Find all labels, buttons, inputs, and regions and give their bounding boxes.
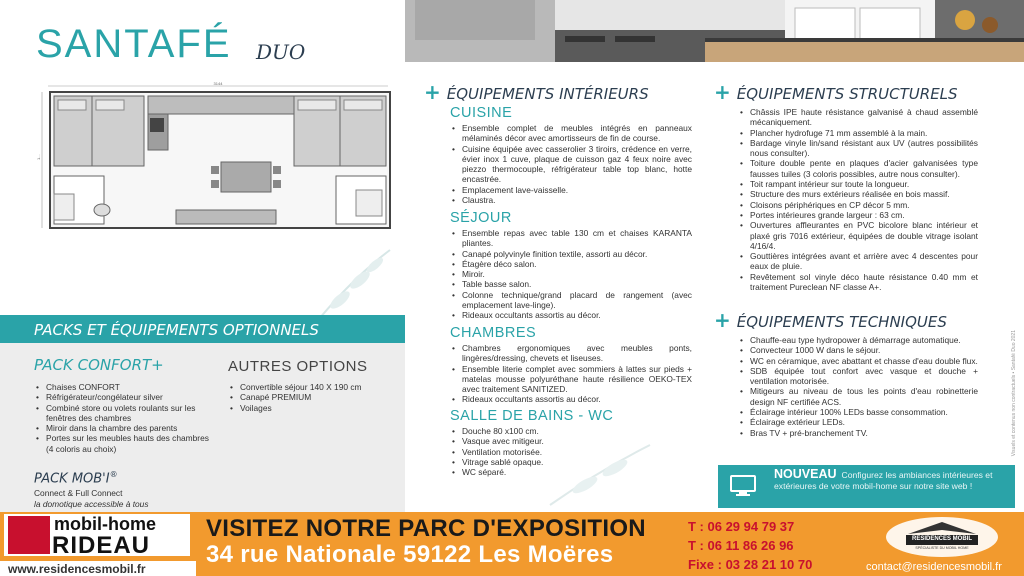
nouveau-banner[interactable]	[718, 465, 1015, 508]
list-item: • Portes sur les meubles hauts des chambres (4 coloris au choix)	[34, 433, 216, 454]
list-item: • Toiture double pente en plaques d'acier galvanisées type fausses tuiles (3 coloris possibles, autre nous consulter).	[738, 158, 978, 179]
autres-options-list	[228, 382, 398, 413]
list-item: • Toit rampant intérieur sur toute la longueur.	[738, 179, 978, 189]
brand-name: RESIDENCES MOBIL	[911, 536, 972, 542]
technical-list	[738, 335, 978, 438]
brand-tagline: SPÉCIALISTE DU MOBIL HOME	[915, 546, 969, 550]
list-item: • Combiné store ou volets roulants sur les fenêtres des chambres	[34, 403, 216, 424]
chambres-title: CHAMBRES	[450, 325, 537, 341]
list-item: • Douche 80 x100 cm.	[450, 426, 692, 436]
list-item: • Miroir.	[450, 269, 692, 279]
sejour-title: SÉJOUR	[450, 210, 512, 226]
list-item: • Cuisine équipée avec casserolier 3 tiroirs, crédence en verre, évier inox 1 cuve, plaque de cuisson gaz 4 feux noire avec piezzo thermocouple, réfrigérateur table top blanc, hotte encastrée.	[450, 144, 692, 185]
technical-heading-text: ÉQUIPEMENTS TECHNIQUES	[736, 313, 947, 331]
structural-heading	[714, 80, 958, 104]
footer-headline-1: VISITEZ NOTRE PARC D'EXPOSITION	[206, 515, 646, 542]
list-item: • Étagère déco salon.	[450, 259, 692, 269]
chambres-list	[450, 343, 692, 405]
plan-width-label: 3144	[213, 82, 223, 86]
nouveau-label: NOUVEAU	[774, 467, 837, 481]
phone-2[interactable]: T : 06 11 86 26 96	[688, 538, 794, 553]
list-item: • Claustra.	[450, 195, 692, 205]
kitchen-photo-illustration	[405, 0, 1024, 62]
list-item: • Emplacement lave-vaisselle.	[450, 185, 692, 195]
phone-fixe[interactable]: Fixe : 03 28 21 10 70	[688, 557, 813, 572]
list-item: • Revêtement sol vinyle déco haute résistance 0.40 mm et traitement Pureclean NF classe A+.	[738, 272, 978, 293]
pack-confort-title: PACK CONFORT+	[34, 356, 164, 374]
leaf-decoration-middle	[540, 440, 660, 510]
list-item: • Ensemble complet de meubles intégrés en panneaux mélaminés décor avec amortisseurs de fin de course.	[450, 123, 692, 144]
list-item: • Ensemble repas avec table 130 cm et chaises KARANTA pliantes.	[450, 228, 692, 249]
plan-height-label: 1...	[36, 154, 41, 160]
list-item: • Convertible séjour 140 X 190 cm	[228, 382, 398, 392]
list-item: • Vasque avec mitigeur.	[450, 436, 692, 446]
list-item: • Bardage vinyle lin/sand résistant aux UV (autres possibilités nous consulter).	[738, 138, 978, 159]
list-item: • Rideaux occultants assortis au décor.	[450, 310, 692, 320]
nouveau-text: Configurez les ambiances intérieures et extérieures de votre mobil-home sur notre site web !	[774, 470, 993, 491]
list-item: • Voilages	[228, 403, 398, 413]
list-item: • Éclairage extérieur LEDs.	[738, 417, 978, 427]
list-item: • Rideaux occultants assortis au décor.	[450, 394, 692, 404]
list-item: • WC séparé.	[450, 467, 692, 477]
options-banner	[0, 315, 405, 343]
structural-list	[738, 107, 978, 292]
autres-options-title: AUTRES OPTIONS	[228, 358, 368, 375]
options-banner-title: PACKS ET ÉQUIPEMENTS OPTIONNELS	[34, 321, 319, 339]
list-item: • Convecteur 1000 W dans le séjour.	[738, 345, 978, 355]
sejour-list	[450, 228, 692, 321]
list-item: • Vitrage sablé opaque.	[450, 457, 692, 467]
computer-icon	[730, 475, 756, 497]
list-item: • Plancher hydrofuge 71 mm assemblé à la main.	[738, 128, 978, 138]
footer-phones	[688, 517, 812, 574]
list-item: • WC en céramique, avec abattant et chasse d'eau double flux.	[738, 356, 978, 366]
list-item: • Ensemble literie complet avec sommiers à lattes sur pieds + matelas mousse polyuréthane haute résilience OEKO-TEX avec traitement SANITIZED.	[450, 364, 692, 395]
registered-mark: ®	[109, 470, 118, 479]
plus-icon: +	[424, 80, 441, 104]
list-item: • Table basse salon.	[450, 279, 692, 289]
footer-url-bar	[0, 561, 196, 576]
logo-line1: mobil-home	[54, 514, 156, 534]
list-item: • Ouvertures affleurantes en PVC bicolore blanc intérieur et plaxé gris 7016 extérieur, équipées de double vitrage isolant 4/16/4.	[738, 220, 978, 251]
list-item: • Gouttières intégrées avant et arrière avec 4 descentes pour eaux de pluie.	[738, 251, 978, 272]
footer-headline-2: 34 rue Nationale 59122 Les Moëres	[206, 541, 614, 568]
list-item: • Bras TV + pré-branchement TV.	[738, 428, 978, 438]
kitchen-photo	[405, 0, 1024, 62]
list-item: • Mitigeurs au niveau de tous les points d'eau robinetterie design NF certifiée ACS.	[738, 386, 978, 407]
plus-icon: +	[714, 80, 731, 104]
list-item: • Éclairage intérieur 100% LEDs basse consommation.	[738, 407, 978, 417]
cuisine-list	[450, 123, 692, 205]
list-item: • Châssis IPE haute résistance galvanisé à chaud assemblé mécaniquement.	[738, 107, 978, 128]
list-item: • Réfrigérateur/congélateur silver	[34, 392, 216, 402]
model-title: SANTAFÉ	[36, 22, 232, 66]
list-item: • Cloisons périphériques en CP décor 5 mm.	[738, 200, 978, 210]
plus-icon: +	[714, 308, 731, 332]
salle-de-bains-title: SALLE DE BAINS - WC	[450, 408, 614, 424]
pack-mobi-line2: la domotique accessible à tous	[34, 499, 149, 509]
list-item: • Portes intérieures grande largeur : 63 cm.	[738, 210, 978, 220]
logo-line2: RIDEAU	[52, 532, 151, 559]
list-item: • Canapé PREMIUM	[228, 392, 398, 402]
model-subtitle: DUO	[256, 40, 306, 64]
residences-mobil-logo	[872, 516, 1012, 558]
list-item: • Chaises CONFORT	[34, 382, 216, 392]
list-item: • Ventilation motorisée.	[450, 447, 692, 457]
list-item: • Structure des murs extérieurs réalisée en bois massif.	[738, 189, 978, 199]
floor-plan-drawing	[36, 82, 400, 238]
rideau-logo	[4, 514, 190, 559]
contact-email[interactable]: contact@residencesmobil.fr	[866, 561, 1002, 573]
list-item: • Chambres ergonomiques avec meubles ponts, lingères/dressing, chevets et liseuses.	[450, 343, 692, 364]
cuisine-title: CUISINE	[450, 105, 513, 121]
website-link[interactable]: www.residencesmobil.fr	[8, 562, 146, 576]
technical-heading	[714, 308, 947, 332]
pack-confort-list	[34, 382, 216, 454]
interior-heading	[424, 80, 649, 104]
interior-heading-text: ÉQUIPEMENTS INTÉRIEURS	[446, 85, 649, 103]
phone-1[interactable]: T : 06 29 94 79 37	[688, 519, 795, 534]
structural-heading-text: ÉQUIPEMENTS STRUCTURELS	[736, 85, 958, 103]
pack-mobi-line1: Connect & Full Connect	[34, 488, 123, 498]
list-item: • Canapé polyvinyle finition textile, assorti au décor.	[450, 249, 692, 259]
list-item: • Colonne technique/grand placard de rangement (avec emplacement lave-linge).	[450, 290, 692, 311]
pack-mobi-name: PACK MOB'I	[34, 471, 110, 487]
nouveau-text-block	[774, 469, 1010, 492]
list-item: • Miroir dans la chambre des parents	[34, 423, 216, 433]
pack-mobi-title	[34, 470, 118, 486]
logo-red-block	[8, 516, 50, 554]
list-item: • Chauffe-eau type hydropower à démarrage automatique.	[738, 335, 978, 345]
list-item: • SDB équipée tout confort avec vasque et douche + ventilation motorisée.	[738, 366, 978, 387]
floor-plan	[36, 82, 400, 238]
side-note: Visuels et contenus non contractuels • Santafé Duo 2021	[1011, 330, 1017, 457]
